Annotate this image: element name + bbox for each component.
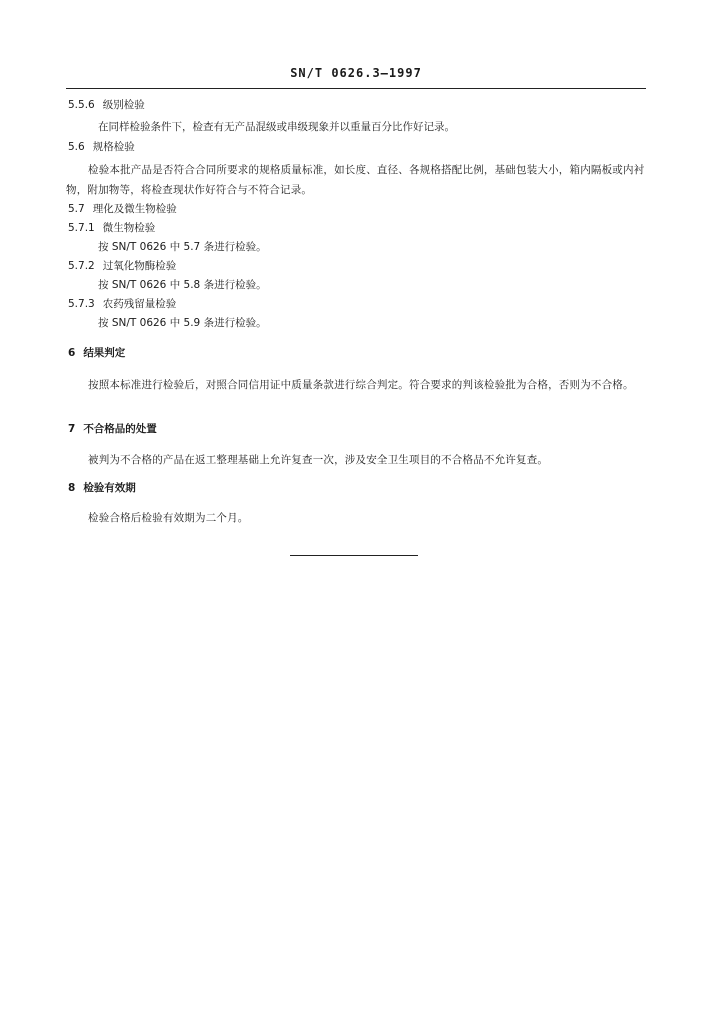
section-heading [68, 481, 136, 495]
clause-title: 规格检验 [92, 141, 135, 153]
section-heading [68, 346, 125, 360]
clause-body: 按 SN/T 0626 中 5.8 条进行检验。 [98, 279, 267, 291]
clause-title: 理化及微生物检验 [92, 203, 177, 215]
clause-title: 微生物检验 [102, 222, 156, 234]
section-body: 被判为不合格的产品在返工整理基础上允许复查一次，涉及安全卫生项目的不合格品不允许复查。 [88, 454, 549, 466]
section-number: 7 [68, 423, 76, 435]
section-number: 6 [68, 347, 76, 359]
clause-number: 5.7 [68, 203, 85, 215]
section-title: 检验有效期 [83, 482, 136, 494]
section-body: 按照本标准进行检验后，对照合同信用证中质量条款进行综合判定。符合要求的判该检验批为合格，否则为不合格。 [88, 379, 634, 391]
clause-body: 检验本批产品是否符合合同所要求的规格质量标准，如长度、直径、各规格搭配比例，基础包装大小，箱内隔板或内衬物，附加物等，将检查现状作好符合与不符合记录。 [66, 164, 645, 196]
section-heading [68, 422, 157, 436]
clause-title: 农药残留量检验 [102, 298, 177, 310]
clause-number: 5.7.3 [68, 298, 95, 310]
clause-heading [68, 297, 176, 311]
clause-body: 在同样检验条件下，检查有无产品混级或串级现象并以重量百分比作好记录。 [98, 121, 455, 133]
clause-number: 5.7.1 [68, 222, 95, 234]
clause-number: 5.5.6 [68, 99, 95, 111]
clause-title: 级别检验 [102, 99, 145, 111]
clause-heading [68, 202, 177, 216]
document-code: SN/T 0626.3—1997 [290, 66, 422, 80]
clause-title: 过氧化物酶检验 [102, 260, 177, 272]
clause-heading [68, 140, 135, 154]
header-rule [66, 88, 646, 89]
section-title: 不合格品的处置 [83, 423, 157, 435]
section-body: 检验合格后检验有效期为二个月。 [88, 512, 249, 524]
clause-body: 按 SN/T 0626 中 5.7 条进行检验。 [98, 241, 267, 253]
clause-heading [68, 259, 176, 273]
section-title: 结果判定 [83, 347, 126, 359]
clause-heading [68, 221, 155, 235]
clause-number: 5.6 [68, 141, 85, 153]
clause-number: 5.7.2 [68, 260, 95, 272]
section-number: 8 [68, 482, 76, 494]
clause-heading [68, 98, 145, 112]
end-rule [290, 555, 418, 556]
clause-body: 按 SN/T 0626 中 5.9 条进行检验。 [98, 317, 267, 329]
